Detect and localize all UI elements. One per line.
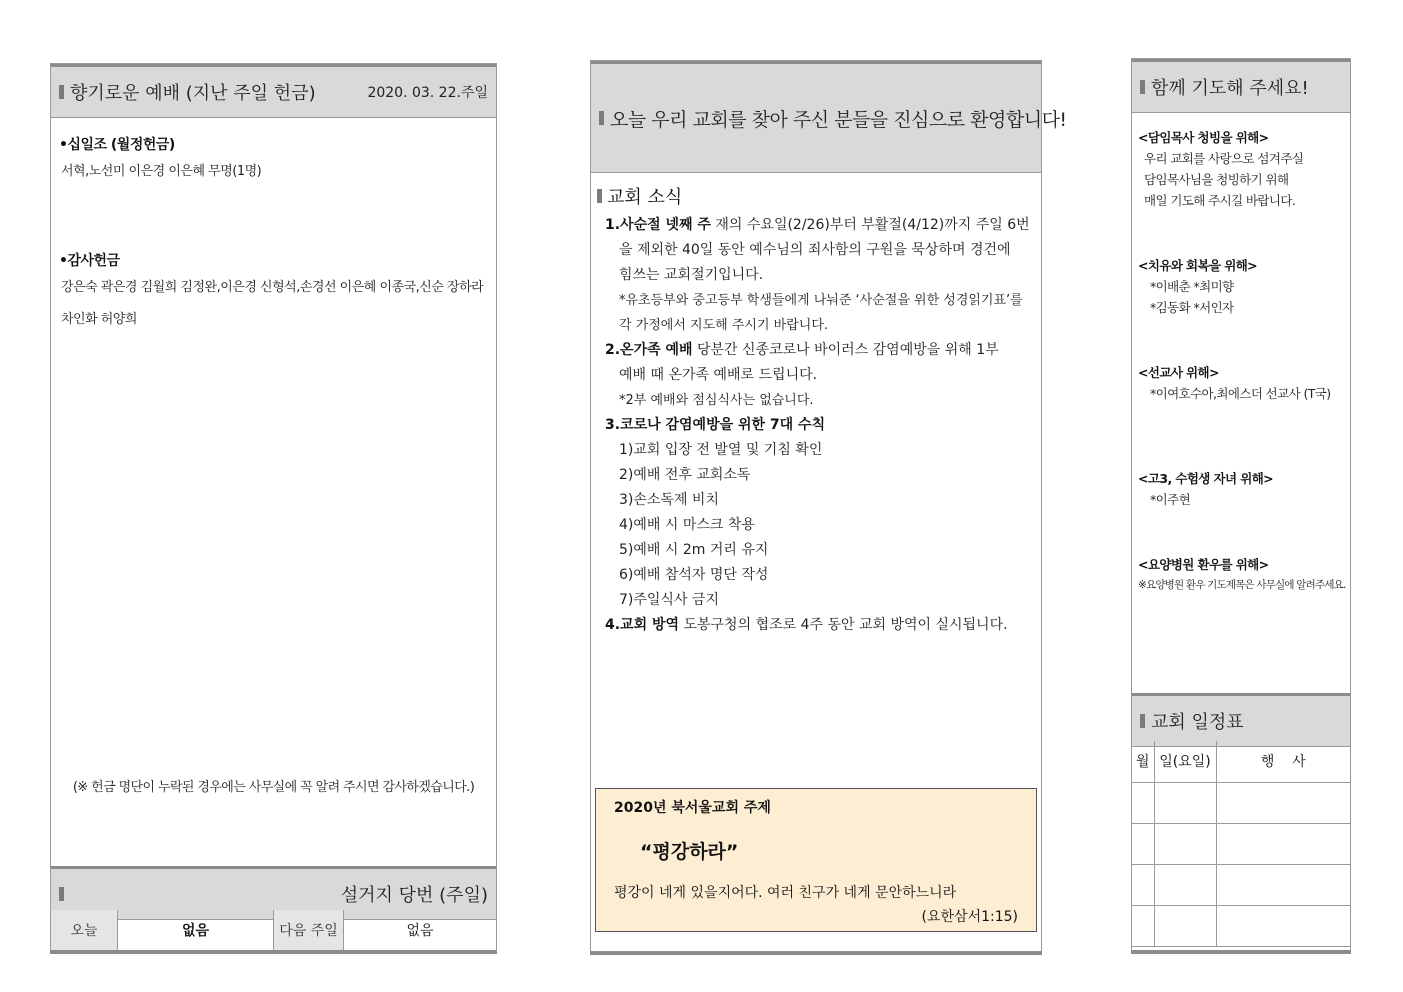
- prayer-topic-4-line: *이주현: [1150, 492, 1191, 507]
- today-value: 없음: [118, 910, 274, 950]
- schedule-cell: [1216, 905, 1350, 946]
- news-heading: [597, 183, 1041, 209]
- schedule-cell: [1154, 782, 1216, 823]
- news-title: 교회 소식: [607, 187, 683, 208]
- schedule-cell: [1216, 823, 1350, 864]
- prayer-topic-2-line: *김동화 *서인자: [1150, 300, 1234, 315]
- col-event: 행 사: [1216, 741, 1350, 782]
- tithe-names: 서혁,노선미 이은경 이은혜 무명(1명): [61, 164, 262, 179]
- schedule-header-row: [1132, 741, 1350, 782]
- news-panel: [590, 60, 1067, 952]
- rule-item: 2)예배 전후 교회소독: [619, 467, 751, 483]
- theme-year: 2020년 북서울교회 주제: [614, 800, 771, 816]
- welcome-title: 오늘 우리 교회를 찾아 주신 분들을 진심으로 환영합니다!: [610, 108, 1067, 131]
- thanks-names-1: 강은숙 곽은경 김월희 김정완,이은경 신형석,손경선 이은혜 이종국,신순 장하라: [61, 280, 484, 295]
- welcome-header: [591, 61, 1067, 173]
- tithe-title: •십일조 (월정헌금): [59, 137, 175, 153]
- rule-item: 6)예배 참석자 명단 작성: [619, 567, 769, 583]
- thanks-title: •감사헌금: [59, 253, 120, 269]
- theme-verse: 평강이 네게 있을지어다. 여러 친구가 네게 문안하느니라: [614, 885, 957, 901]
- news-item-2-head: 2.온가족 예배: [605, 342, 693, 358]
- news-item-1-head: 1.사순절 넷째 주: [605, 217, 711, 233]
- schedule-title: 교회 일정표: [1151, 712, 1244, 733]
- prayer-topic-2-title: <치유와 회복을 위해>: [1138, 258, 1258, 273]
- theme-reference: (요한삼서1:15): [921, 909, 1018, 925]
- col-day: 일(요일): [1154, 741, 1216, 782]
- next-week-value: 없음: [406, 923, 434, 939]
- header-bullet-icon: [1140, 80, 1145, 94]
- rule-item: 7)주일식사 금지: [619, 592, 719, 608]
- news-item-3: [591, 413, 1041, 438]
- offering-note: (※ 헌금 명단이 누락된 경우에는 사무실에 꼭 알려 주시면 감사하겠습니다.): [72, 780, 475, 795]
- news-item-4-line-1: 도봉구청의 협조로 4주 동안 교회 방역이 실시됩니다.: [679, 617, 1008, 633]
- schedule-cell: [1132, 864, 1154, 905]
- rule-item: 3)손소독제 비치: [619, 492, 719, 508]
- dish-duty-row: [51, 910, 496, 950]
- news-item-1-line-3: 힘쓰는 교회절기입니다.: [619, 267, 764, 283]
- rule-item: 5)예배 시 2m 거리 유지: [619, 542, 769, 558]
- schedule-cell: [1216, 782, 1350, 823]
- next-week-label: 다음 주일: [274, 910, 344, 950]
- news-item-4-head: 4.교회 방역: [605, 617, 680, 633]
- news-item-1-note-2: 각 가정에서 지도해 주시기 바랍니다.: [619, 318, 829, 333]
- thanks-names-2: 차인화 허양희: [61, 312, 137, 327]
- offering-header: [51, 64, 496, 118]
- prayer-header: [1132, 59, 1350, 113]
- offering-date: 2020. 03. 22.주일: [367, 85, 488, 101]
- news-item-1-line-1: 재의 수요일(2/26)부터 부활절(4/12)까지 주일 6번: [710, 217, 1030, 233]
- prayer-topic-1-line: 우리 교회를 사랑으로 섬겨주실: [1144, 151, 1304, 166]
- news-item-1-line-2: 을 제외한 40일 동안 예수님의 죄사함의 구원을 묵상하며 경건에: [619, 242, 1011, 258]
- yearly-theme-box: [595, 788, 1037, 932]
- schedule-cell: [1132, 782, 1154, 823]
- prayer-list: [1132, 113, 1350, 596]
- prayer-topic-1-line: 담임목사님을 청빙하기 위해: [1144, 172, 1289, 187]
- header-bullet-icon: [599, 111, 604, 125]
- prayer-topic-4-title: <고3, 수험생 자녀 위해>: [1138, 471, 1274, 486]
- offering-panel: [50, 63, 497, 951]
- prayer-topic-5-line: ※요양병원 환우 기도제목은 사무실에 알려주세요.: [1138, 579, 1346, 591]
- rule-item: 1)교회 입장 전 발열 및 기침 확인: [619, 442, 823, 458]
- schedule-row: [1132, 823, 1350, 864]
- schedule-cell: [1132, 823, 1154, 864]
- schedule-row: [1132, 782, 1350, 823]
- prayer-topic-2-line: *이배춘 *최미향: [1150, 279, 1234, 294]
- prayer-topic-3-line: *이여호수아,최에스더 선교사 (T국): [1150, 386, 1331, 401]
- news-item-2-line-2: 예배 때 온가족 예배로 드립니다.: [619, 367, 818, 383]
- header-bullet-icon: [59, 887, 64, 901]
- schedule-cell: [1216, 864, 1350, 905]
- prayer-title: 함께 기도해 주세요!: [1151, 78, 1309, 99]
- prayer-topic-1-line: 매일 기도해 주시길 바랍니다.: [1144, 193, 1296, 208]
- news-item-2: [591, 338, 1041, 363]
- schedule-table: [1132, 741, 1350, 947]
- schedule-cell: [1132, 905, 1154, 946]
- schedule-cell: [1154, 864, 1216, 905]
- schedule-row: [1132, 864, 1350, 905]
- schedule-cell: [1154, 905, 1216, 946]
- dish-duty-title: 설거지 당번 (주일): [340, 885, 488, 906]
- news-item-2-note-1: *2부 예배와 점심식사는 없습니다.: [619, 393, 814, 408]
- prayer-topic-3-title: <선교사 위해>: [1138, 365, 1219, 380]
- schedule-cell: [1154, 823, 1216, 864]
- news-item-2-line-1: 당분간 신종코로나 바이러스 감염예방을 위해 1부: [692, 342, 999, 358]
- header-bullet-icon: [1140, 714, 1145, 728]
- header-bullet-icon: [59, 85, 64, 99]
- prayer-topic-1-title: <담임목사 청빙을 위해>: [1138, 130, 1269, 145]
- schedule-row: [1132, 905, 1350, 946]
- prayer-topic-5-title: <요양병원 환우를 위해>: [1138, 557, 1269, 572]
- rule-item: 4)예배 시 마스크 착용: [619, 517, 755, 533]
- news-item-3-head: 3.코로나 감염예방을 위한 7대 수칙: [605, 417, 826, 433]
- prayer-panel: [1131, 58, 1351, 951]
- news-item-1: [591, 213, 1041, 238]
- news-item-1-note-1: *유초등부와 중고등부 학생들에게 나눠준 ‘사순절을 위한 성경읽기표’를: [619, 293, 1023, 308]
- offering-title: 향기로운 예배 (지난 주일 헌금): [70, 83, 316, 104]
- schedule-header: [1132, 693, 1350, 747]
- header-bullet-icon: [597, 189, 602, 203]
- news-item-4: [591, 613, 1041, 638]
- theme-motto: “평강하라”: [640, 841, 739, 863]
- col-month: 월: [1132, 741, 1154, 782]
- today-label: 오늘: [51, 910, 118, 950]
- news-list: [591, 213, 1041, 638]
